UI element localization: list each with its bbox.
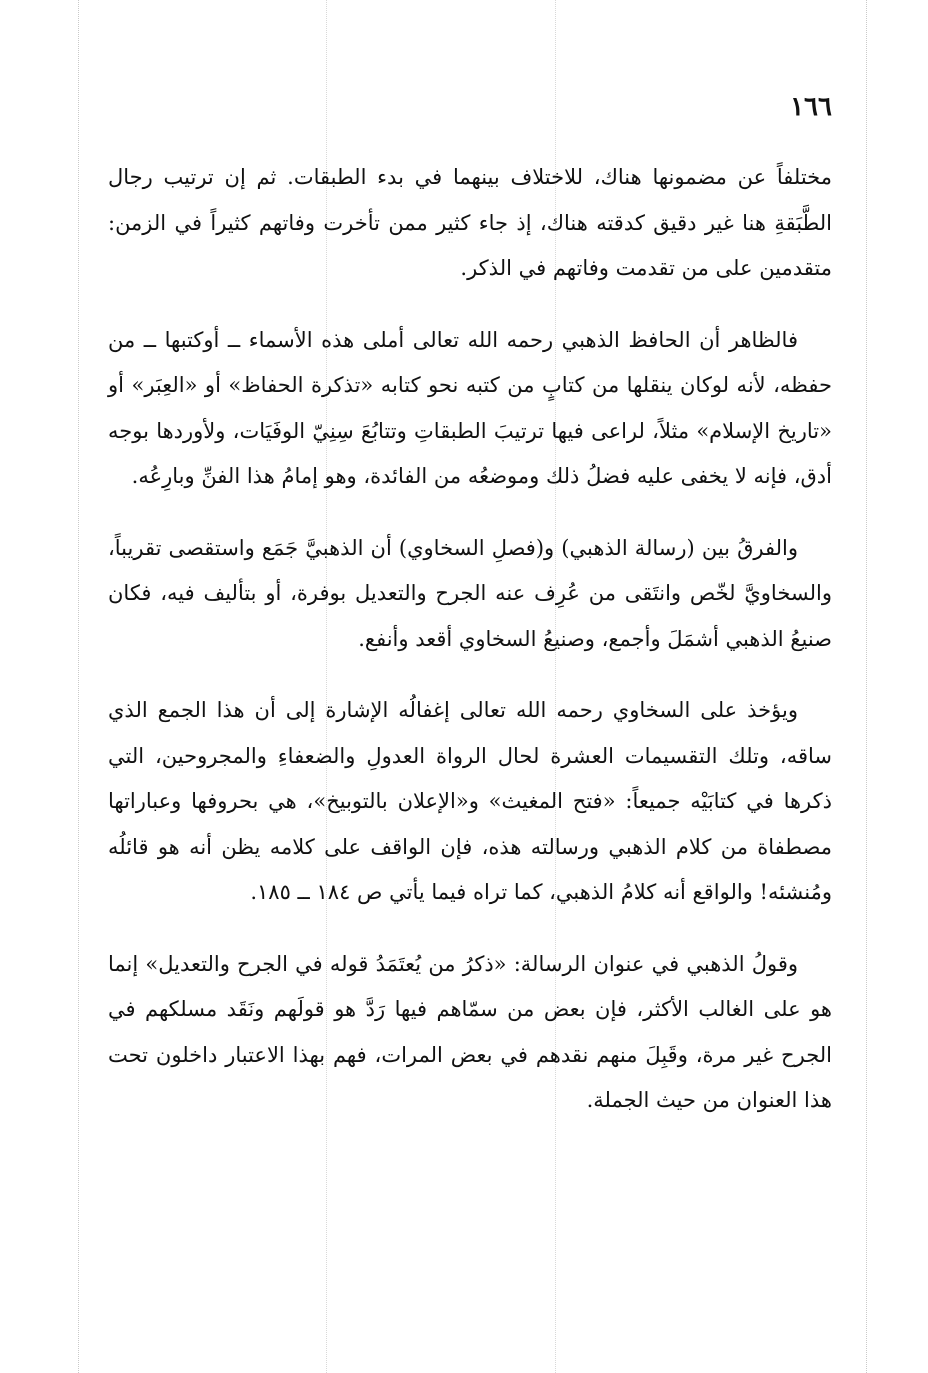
paragraph-1: مختلفاً عن مضمونها هناك، للاختلاف بينهما في بدء الطبقات. ثم إن ترتيب رجال الطَّبَقةِ هنا غير دقيق كدقته هناك، إذ جاء كثير ممن تأخرت وفاتهم كثيراً في الزمن: متقدمين على من تقدمت وفاتهم في الذكر. [108, 165, 832, 280]
page-number: ١٦٦ [790, 92, 832, 122]
paragraph-4: ويؤخذ على السخاوي رحمه الله تعالى إغفالُه الإشارة إلى أن هذا الجمع الذي ساقه، وتلك التقسيمات العشرة لحال الرواة العدولِ والضعفاءِ والمجروحين، التي ذكرها في كتابَيْه جميعاً: «فتح المغيث» و«الإعلان بالتوبيخ»، هي بحروفها وعباراتها مصطفاة من كلام الذهبي ورسالته هذه، فإن الواقف على كلامه يظن أنه هو قائلُه ومُنشئه! والواقع أنه كلامُ الذهبي، كما تراه فيما يأتي ص ١٨٤ ــ ١٨٥. [108, 698, 832, 904]
paragraph-3: والفرقُ بين (رسالة الذهبي) و(فصلِ السخاوي) أن الذهبيَّ جَمَع واستقصى تقريباً، والسخاويَّ لخّص وانتَقى من عُرِف عنه الجرح والتعديل بوفرة، أو بتأليف فيه، فكان صنيعُ الذهبي أشمَلَ وأجمع، وصنيعُ السخاوي أقعد وأنفع. [108, 535, 832, 651]
page-body [108, 155, 832, 1150]
scan-guide-line [866, 0, 867, 1373]
paragraph-2: فالظاهر أن الحافظ الذهبي رحمه الله تعالى أملى هذه الأسماء ــ أوكتبها ــ من حفظه، لأنه لوكان ينقلها من كتابٍ من كتبه نحو كتابه «تذكرة الحفاظ» أو «العِبَر» أو «تاريخ الإسلام» مثلاً، لراعى فيها ترتيبَ الطبقاتِ وتتابُعَ سِنِيّ الوفَيَات، ولأوردها بوجه أدق، فإنه لا يخفى عليه فضلُ ذلك وموضعُه من الفائدة، وهو إمامُ هذا الفنِّ وبارِعُه. [108, 327, 832, 488]
scan-guide-line [78, 0, 79, 1373]
paragraph-5: وقولُ الذهبي في عنوان الرسالة: «ذكرُ من يُعتَمَدُ قوله في الجرح والتعديل» إنما هو على الغالب الأكثر، فإن بعض من سمّاهم فيها رَدَّ هو قولَهم ونَقَد مسلكهم في الجرح غير مرة، وقَبِلَ منهم نقدهم في بعض المرات، فهم بهذا الاعتبار داخلون تحت هذا العنوان من حيث الجملة. [108, 951, 832, 1112]
